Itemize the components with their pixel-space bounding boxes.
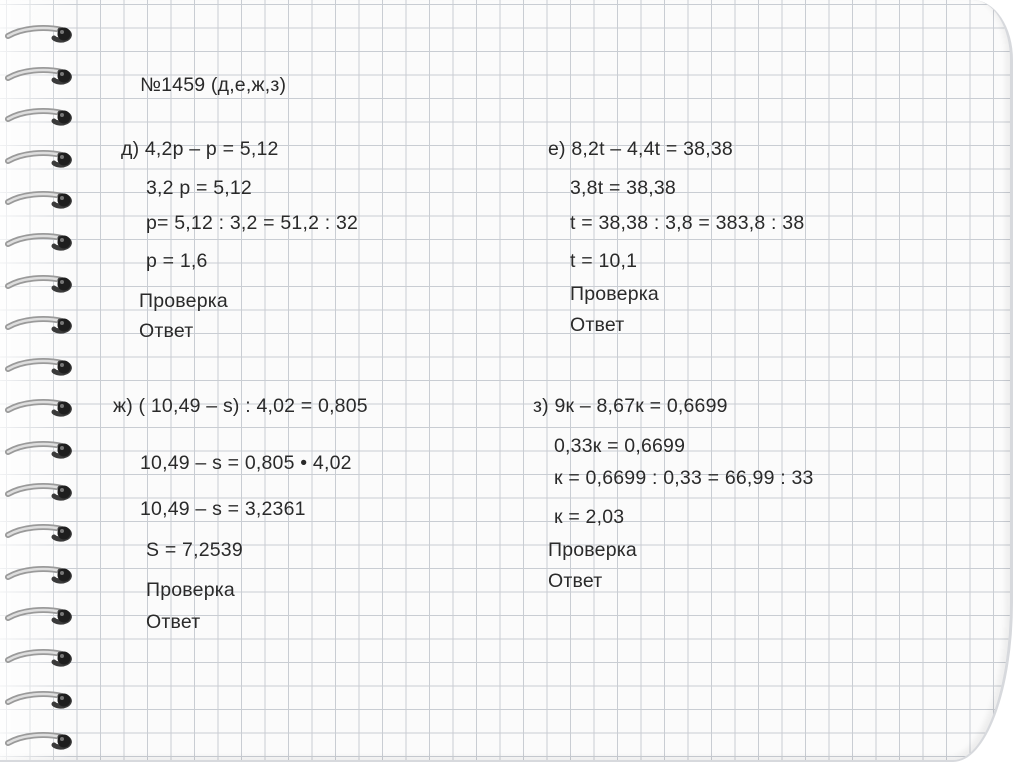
z-answer-label: Ответ: [548, 570, 603, 592]
spiral-ring-icon: [4, 230, 76, 252]
e-result: t = 10,1: [570, 250, 638, 272]
spiral-ring-icon: [4, 729, 76, 751]
spiral-ring-icon: [4, 355, 76, 377]
spiral-ring-icon: [4, 147, 76, 169]
spiral-ring-icon: [4, 272, 76, 294]
spiral-ring-icon: [4, 521, 76, 543]
e-step-2: t = 38,38 : 3,8 = 383,8 : 38: [570, 212, 805, 234]
d-answer-label: Ответ: [139, 320, 194, 342]
d-result: p = 1,6: [146, 250, 208, 272]
z-result: к = 2,03: [554, 506, 625, 528]
e-answer-label: Ответ: [570, 314, 625, 336]
zh-check-label: Проверка: [146, 579, 235, 601]
z-step-2: к = 0,6699 : 0,33 = 66,99 : 33: [554, 467, 814, 489]
zh-result: S = 7,2539: [146, 539, 243, 561]
z-check-label: Проверка: [548, 539, 637, 561]
equation-e: е) 8,2t – 4,4t = 38,38: [548, 138, 733, 160]
spiral-ring-icon: [4, 646, 76, 668]
spiral-ring-icon: [4, 604, 76, 626]
zh-step-2: 10,49 – s = 3,2361: [140, 498, 306, 520]
spiral-ring-icon: [4, 563, 76, 585]
equation-z: з) 9к – 8,67к = 0,6699: [533, 395, 728, 417]
z-step-1: 0,33к = 0,6699: [554, 435, 686, 457]
task-title: №1459 (д,е,ж,з): [140, 74, 287, 96]
d-step-1: 3,2 p = 5,12: [146, 177, 252, 199]
spiral-ring-icon: [4, 313, 76, 335]
spiral-ring-icon: [4, 188, 76, 210]
e-check-label: Проверка: [570, 283, 659, 305]
spiral-ring-icon: [4, 396, 76, 418]
spiral-ring-icon: [4, 438, 76, 460]
equation-zh: ж) ( 10,49 – s) : 4,02 = 0,805: [113, 395, 368, 417]
spiral-ring-icon: [4, 64, 76, 86]
spiral-ring-icon: [4, 688, 76, 710]
zh-step-1: 10,49 – s = 0,805 • 4,02: [140, 452, 352, 474]
d-check-label: Проверка: [139, 290, 228, 312]
zh-answer-label: Ответ: [146, 611, 201, 633]
spiral-ring-icon: [4, 105, 76, 127]
spiral-ring-icon: [4, 480, 76, 502]
e-step-1: 3,8t = 38,38: [570, 177, 676, 199]
d-step-2: p= 5,12 : 3,2 = 51,2 : 32: [146, 212, 359, 234]
spiral-ring-icon: [4, 22, 76, 44]
equation-d: д) 4,2p – p = 5,12: [121, 138, 279, 160]
